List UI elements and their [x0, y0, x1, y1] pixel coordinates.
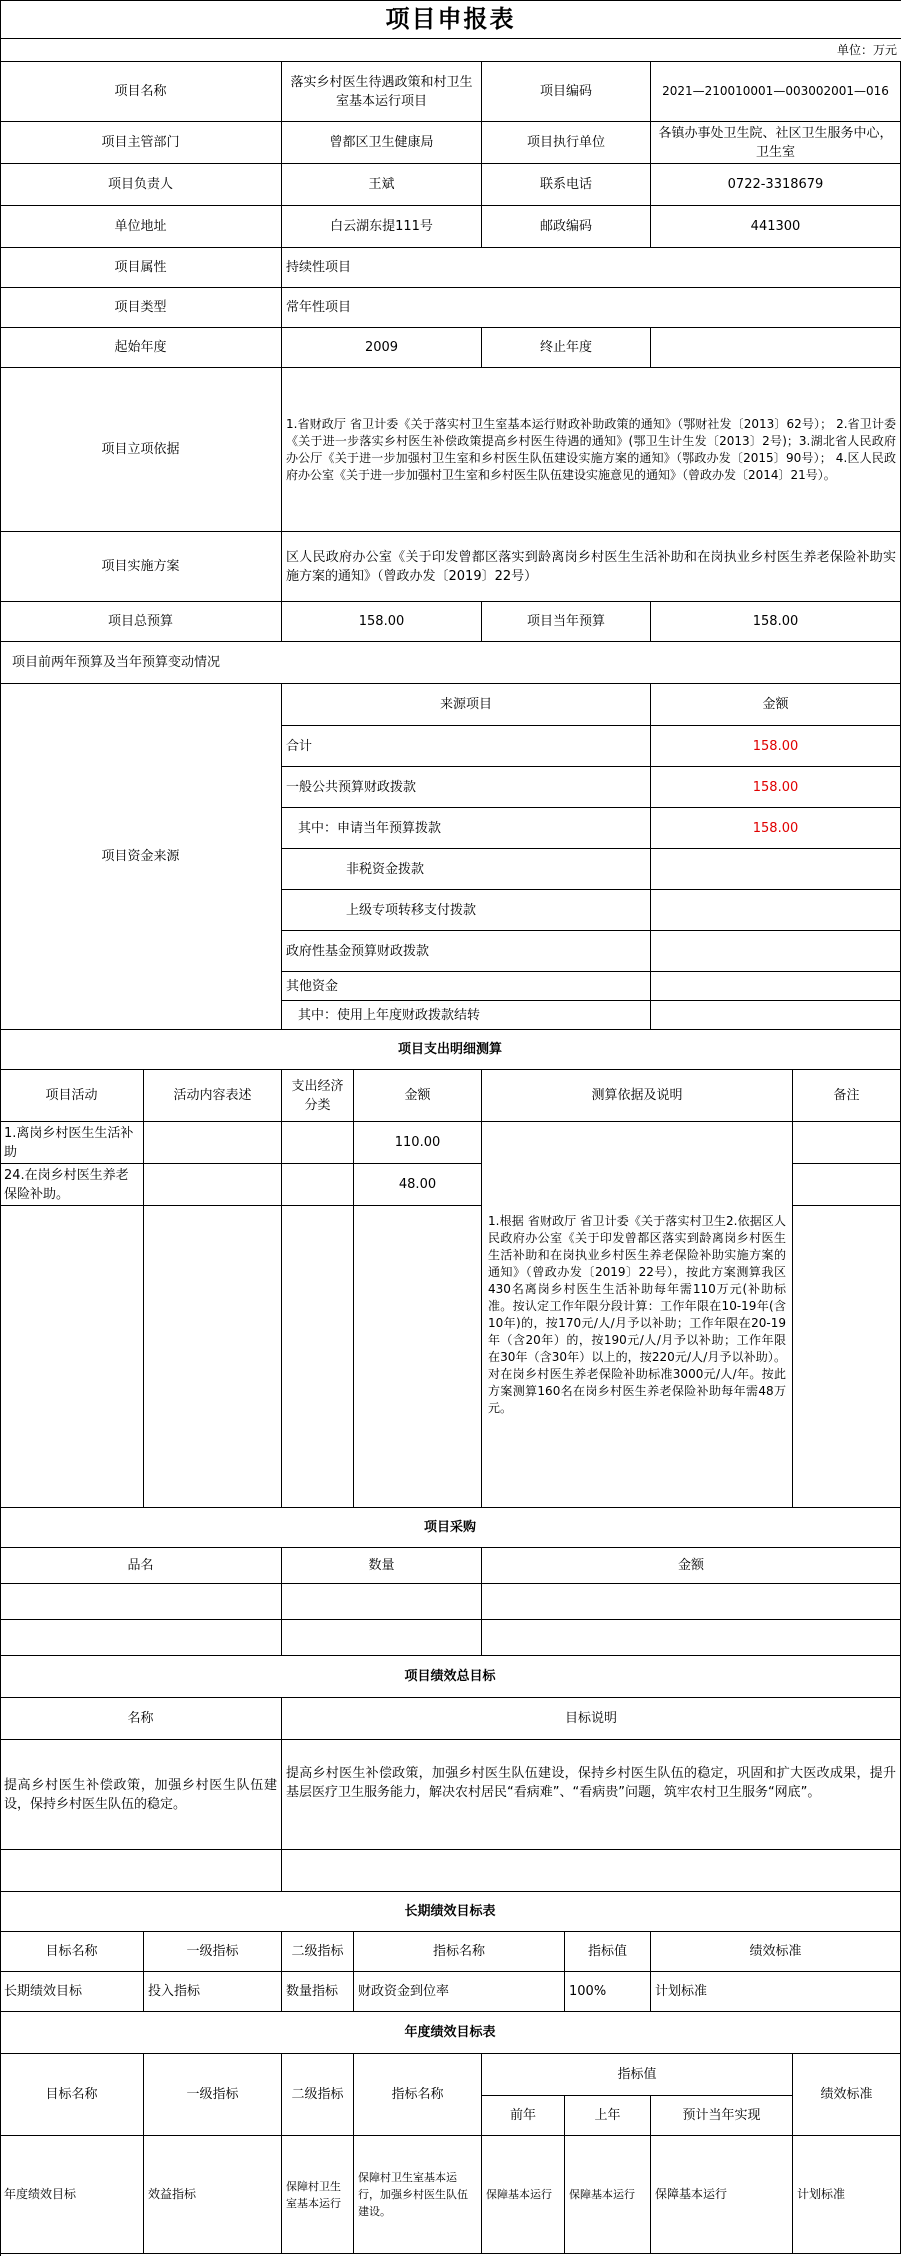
- longterm-cell: 计划标准: [651, 1972, 901, 2012]
- expense-header-amount: 金额: [354, 1070, 482, 1122]
- expense-header-basis: 测算依据及说明: [482, 1070, 793, 1122]
- longterm-cell: 数量指标: [282, 1972, 354, 2012]
- annual-cell: 保障基本运行: [651, 2136, 793, 2254]
- longterm-header: 绩效标准: [651, 1932, 901, 1972]
- expense-remark: [793, 1164, 901, 1206]
- funding-row-amount: [651, 972, 901, 1001]
- performance-blank-cell: [282, 1850, 901, 1892]
- project-name-label: 项目名称: [0, 62, 282, 122]
- expense-row-activity: 1.离岗乡村医生生活补助: [0, 1122, 144, 1164]
- performance-header-desc: 目标说明: [282, 1698, 901, 1740]
- funding-row-amount: [651, 931, 901, 972]
- funding-row-label: 其中：申请当年预算拨款: [282, 808, 651, 849]
- expense-row-category: [282, 1122, 354, 1164]
- expense-blank-cell: [354, 1206, 482, 1508]
- current-budget-value: 158.00: [651, 602, 901, 642]
- funding-row-label: 上级专项转移支付拨款: [282, 890, 651, 931]
- leader-value: 王斌: [282, 164, 482, 206]
- executor-value: 各镇办事处卫生院、社区卫生服务中心，卫生室: [651, 122, 901, 164]
- expense-remark: [793, 1122, 901, 1164]
- expense-row-activity: 24.在岗乡村医生养老保险补助。: [0, 1164, 144, 1206]
- annual-header: 指标名称: [354, 2054, 482, 2136]
- expense-row-amount: 48.00: [354, 1164, 482, 1206]
- longterm-header: 一级指标: [144, 1932, 282, 1972]
- basis-value: 1.省财政厅 省卫计委《关于落实村卫生室基本运行财政补助政策的通知》（鄂财社发〔2013〕62号）； 2.省卫计委《关于进一步落实乡村医生补偿政策提高乡村医生待遇的通知》(鄂卫生计生发〔2013〕2号)；3.湖北省人民政府办公厅《关于进一步加强村卫生室和乡村医生队伍建设实施方案的通知》（鄂政办发〔2015〕90号）； 4.区人民政府办公室《关于进一步加强村卫生室和乡村医生队伍建设实施意见的通知》（曾政办发〔2014〕21号）。: [282, 368, 901, 532]
- funding-row-amount: 158.00: [651, 767, 901, 808]
- annual-cell: 年度绩效目标: [0, 2136, 144, 2254]
- longterm-header: 目标名称: [0, 1932, 144, 1972]
- procurement-header-amount: 金额: [482, 1548, 901, 1584]
- funding-row-label: 合计: [282, 726, 651, 767]
- annual-header: 二级指标: [282, 2054, 354, 2136]
- executor-label: 项目执行单位: [482, 122, 651, 164]
- funding-source-header: 来源项目: [282, 684, 651, 726]
- funding-amount-header: 金额: [651, 684, 901, 726]
- annual-subheader: 前年: [482, 2096, 565, 2136]
- annual-header: 绩效标准: [793, 2054, 901, 2136]
- annual-cell: 保障村卫生室基本运行，加强乡村医生队伍建设。: [354, 2136, 482, 2254]
- annual-cell: 计划标准: [793, 2136, 901, 2254]
- procurement-heading: 项目采购: [0, 1508, 901, 1548]
- total-budget-value: 158.00: [282, 602, 482, 642]
- annual-heading: 年度绩效目标表: [0, 2012, 901, 2054]
- funding-row-label: 非税资金拨款: [282, 849, 651, 890]
- leader-label: 项目负责人: [0, 164, 282, 206]
- annual-cell: 保障基本运行: [482, 2136, 565, 2254]
- annual-subheader: 预计当年实现: [651, 2096, 793, 2136]
- annual-header-value-group: 指标值: [482, 2054, 793, 2096]
- funding-section-label: 项目资金来源: [0, 684, 282, 1030]
- procurement-cell: [482, 1584, 901, 1620]
- expense-row-amount: 110.00: [354, 1122, 482, 1164]
- total-budget-label: 项目总预算: [0, 602, 282, 642]
- performance-heading: 项目绩效总目标: [0, 1656, 901, 1698]
- expense-header-remark: 备注: [793, 1070, 901, 1122]
- funding-row-amount: 158.00: [651, 726, 901, 767]
- zip-label: 邮政编码: [482, 206, 651, 248]
- performance-blank-cell: [0, 1850, 282, 1892]
- project-code-value: 2021—210010001—003002001—016: [651, 62, 901, 122]
- type-value: 常年性项目: [282, 288, 901, 328]
- annual-cell: 效益指标: [144, 2136, 282, 2254]
- department-value: 曾都区卫生健康局: [282, 122, 482, 164]
- longterm-header: 二级指标: [282, 1932, 354, 1972]
- annual-cell: 保障基本运行: [565, 2136, 651, 2254]
- attribute-value: 持续性项目: [282, 248, 901, 288]
- project-code-label: 项目编码: [482, 62, 651, 122]
- annual-cell: 保障村卫生室基本运行: [282, 2136, 354, 2254]
- expense-row-content: [144, 1122, 282, 1164]
- funding-row-amount: 158.00: [651, 808, 901, 849]
- address-value: 白云湖东提111号: [282, 206, 482, 248]
- longterm-cell: 100%: [565, 1972, 651, 2012]
- end-year-label: 终止年度: [482, 328, 651, 368]
- plan-label: 项目实施方案: [0, 532, 282, 602]
- procurement-header-item: 品名: [0, 1548, 282, 1584]
- longterm-cell: 长期绩效目标: [0, 1972, 144, 2012]
- longterm-cell: 投入指标: [144, 1972, 282, 2012]
- funding-row-amount: [651, 849, 901, 890]
- funding-row-label: 其他资金: [282, 972, 651, 1001]
- expense-header-content: 活动内容表述: [144, 1070, 282, 1122]
- funding-row-label: 其中：使用上年度财政拨款结转: [282, 1001, 651, 1030]
- zip-value: 441300: [651, 206, 901, 248]
- attribute-label: 项目属性: [0, 248, 282, 288]
- department-label: 项目主管部门: [0, 122, 282, 164]
- funding-row-label: 一般公共预算财政拨款: [282, 767, 651, 808]
- annual-header: 一级指标: [144, 2054, 282, 2136]
- longterm-cell: 财政资金到位率: [354, 1972, 565, 2012]
- performance-name-value: 提高乡村医生补偿政策，加强乡村医生队伍建设，保持乡村医生队伍的稳定。: [0, 1740, 282, 1850]
- longterm-header: 指标名称: [354, 1932, 565, 1972]
- annual-subheader: 上年: [565, 2096, 651, 2136]
- expense-basis-text: 1.根据 省财政厅 省卫计委《关于落实村卫生2.依据区人民政府办公室《关于印发曾都区落实到龄离岗乡村医生生活补助和在岗执业乡村医生养老保险补助实施方案的通知》（曾政办发〔2019〕22号），按此方案测算我区430名离岗乡村医生生活补助每年需110万元(补助标准。按认定工作年限分段计算：工作年限在10-19年(含10年)的，按170元/人/月予以补助；工作年限在20-19年（含20年）的，按190元/人/月予以补助；工作年限在30年（含30年）以上的，按220元/人/月予以补助）。对在岗乡村医生养老保险补助标准3000元/人/年。按此方案测算160名在岗乡村医生养老保险补助每年需48万元。: [482, 1122, 793, 1508]
- start-year-value: 2009: [282, 328, 482, 368]
- phone-value: 0722-3318679: [651, 164, 901, 206]
- funding-row-label: 政府性基金预算财政拨款: [282, 931, 651, 972]
- end-year-value: [651, 328, 901, 368]
- expense-header-category: 支出经济分类: [282, 1070, 354, 1122]
- expense-blank-cell: [282, 1206, 354, 1508]
- project-name-value: 落实乡村医生待遇政策和村卫生室基本运行项目: [282, 62, 482, 122]
- longterm-header: 指标值: [565, 1932, 651, 1972]
- address-label: 单位地址: [0, 206, 282, 248]
- form-title: 项目申报表: [385, 4, 516, 33]
- expense-heading: 项目支出明细测算: [0, 1030, 901, 1070]
- procurement-cell: [0, 1620, 282, 1656]
- type-label: 项目类型: [0, 288, 282, 328]
- procurement-cell: [282, 1584, 482, 1620]
- start-year-label: 起始年度: [0, 328, 282, 368]
- expense-header-activity: 项目活动: [0, 1070, 144, 1122]
- performance-desc-value: 提高乡村医生补偿政策，加强乡村医生队伍建设，保持乡村医生队伍的稳定，巩固和扩大医改成果，提升基层医疗卫生服务能力，解决农村居民“看病难”、“看病贵”问题，筑牢农村卫生服务“网底”。: [282, 1740, 901, 1850]
- basis-label: 项目立项依据: [0, 368, 282, 532]
- procurement-cell: [482, 1620, 901, 1656]
- longterm-heading: 长期绩效目标表: [0, 1892, 901, 1932]
- expense-blank-cell: [0, 1206, 144, 1508]
- funding-row-amount: [651, 1001, 901, 1030]
- procurement-cell: [0, 1584, 282, 1620]
- phone-label: 联系电话: [482, 164, 651, 206]
- expense-blank-cell: [144, 1206, 282, 1508]
- unit-label: 单位：万元: [836, 42, 897, 57]
- expense-remark: [793, 1206, 901, 1508]
- expense-row-content: [144, 1164, 282, 1206]
- budget-change-label: 项目前两年预算及当年预算变动情况: [0, 642, 901, 684]
- funding-row-amount: [651, 890, 901, 931]
- current-budget-label: 项目当年预算: [482, 602, 651, 642]
- expense-row-category: [282, 1164, 354, 1206]
- procurement-header-quantity: 数量: [282, 1548, 482, 1584]
- procurement-cell: [282, 1620, 482, 1656]
- performance-header-name: 名称: [0, 1698, 282, 1740]
- annual-header: 目标名称: [0, 2054, 144, 2136]
- plan-value: 区人民政府办公室《关于印发曾都区落实到龄离岗乡村医生生活补助和在岗执业乡村医生养老保险补助实施方案的通知》（曾政办发〔2019〕22号）: [282, 532, 901, 602]
